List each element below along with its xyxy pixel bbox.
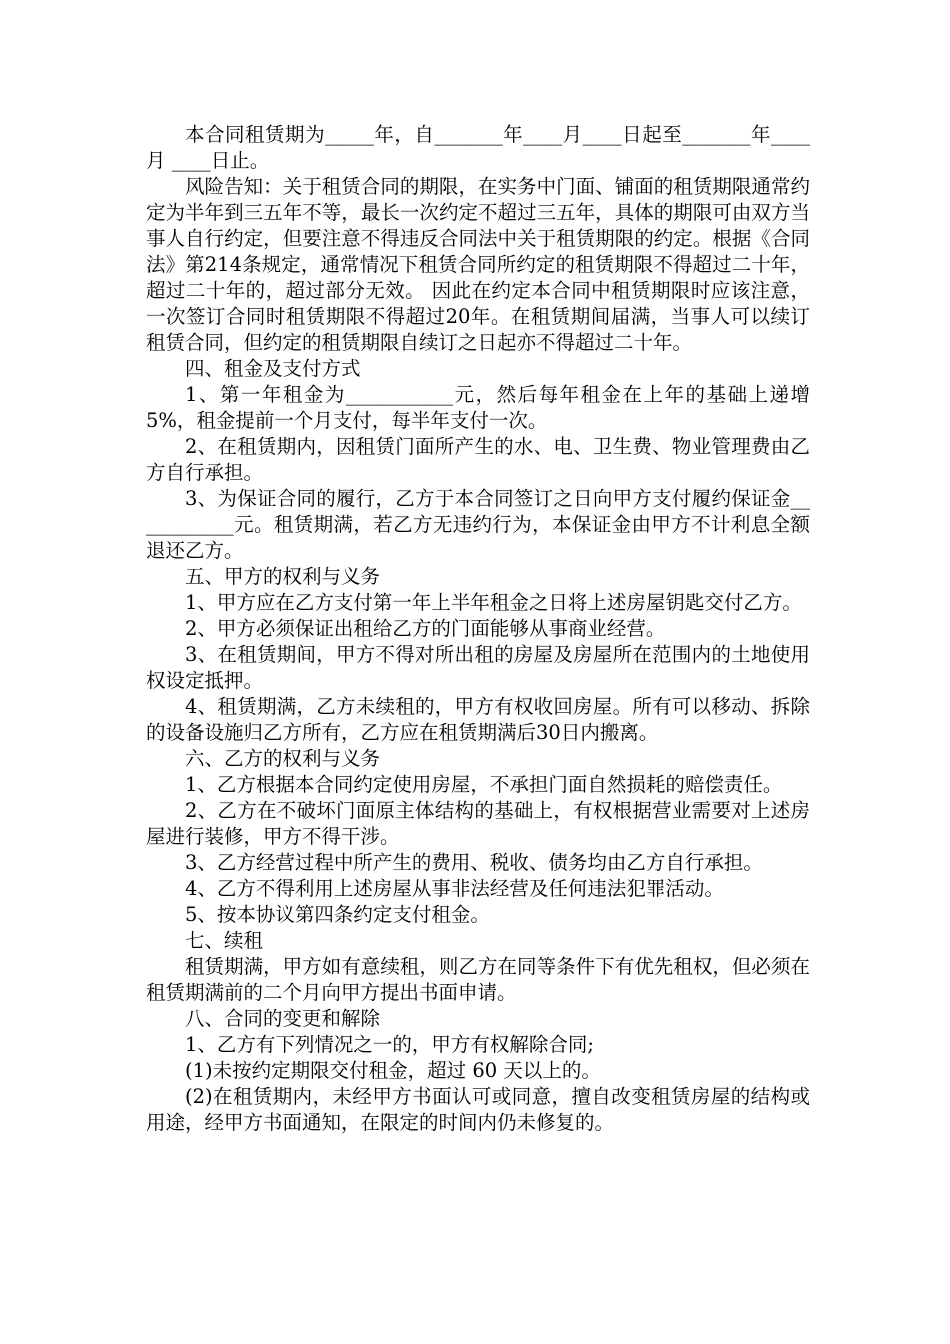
section-heading-party-a: 五、甲方的权利与义务 xyxy=(185,565,381,588)
section-heading-renewal: 七、续租 xyxy=(185,929,264,952)
termination-item-2: (2)在租赁期内，未经甲方书面认可或同意，擅自改变租赁房屋的结构或用途，经甲方书面通知，在限定的时间内仍未修复的。 xyxy=(146,1085,810,1134)
party-a-clause-2: 2、甲方必须保证出租给乙方的门面能够从事商业经营。 xyxy=(185,617,666,640)
rent-clause-1: 1、第一年租金为___________元，然后每年租金在上年的基础上递增5%，租金提前一个月支付，每半年支付一次。 xyxy=(146,383,810,432)
party-a-clause-3: 3、在租赁期间，甲方不得对所出租的房屋及房屋所在范围内的土地使用权设定抵押。 xyxy=(146,643,810,692)
termination-clause-1: 1、乙方有下列情况之一的，甲方有权解除合同; xyxy=(185,1033,594,1056)
document-page xyxy=(146,122,810,1136)
party-b-clause-2: 2、乙方在不破坏门面原主体结构的基础上，有权根据营业需要对上述房屋进行装修，甲方不得干涉。 xyxy=(146,799,810,848)
rent-clause-2: 2、在租赁期内，因租赁门面所产生的水、电、卫生费、物业管理费由乙方自行承担。 xyxy=(146,435,810,484)
rent-clause-3: 3、为保证合同的履行，乙方于本合同签订之日向甲方支付履约保证金___________元。租赁期满，若乙方无违约行为，本保证金由甲方不计利息全额退还乙方。 xyxy=(146,487,810,562)
party-b-clause-5: 5、按本协议第四条约定支付租金。 xyxy=(185,903,490,926)
party-a-clause-4: 4、租赁期满，乙方未续租的，甲方有权收回房屋。所有可以移动、拆除的设备设施归乙方所有，乙方应在租赁期满后30日内搬离。 xyxy=(146,695,810,744)
lease-term-paragraph: 本合同租赁期为_____年，自_______年____月____日起至_______年____月 ____日止。 xyxy=(146,123,810,172)
termination-item-1: (1)未按约定期限交付租金，超过 60 天以上的。 xyxy=(185,1059,601,1082)
section-heading-party-b: 六、乙方的权利与义务 xyxy=(185,747,381,770)
party-b-clause-4: 4、乙方不得利用上述房屋从事非法经营及任何违法犯罪活动。 xyxy=(185,877,724,900)
renewal-clause: 租赁期满，甲方如有意续租，则乙方在同等条件下有优先租权，但必须在租赁期满前的二个月向甲方提出书面申请。 xyxy=(146,955,810,1004)
party-a-clause-1: 1、甲方应在乙方支付第一年上半年租金之日将上述房屋钥匙交付乙方。 xyxy=(185,591,802,614)
party-b-clause-3: 3、乙方经营过程中所产生的费用、税收、债务均由乙方自行承担。 xyxy=(185,851,763,874)
risk-notice-paragraph: 风险告知：关于租赁合同的期限，在实务中门面、铺面的租赁期限通常约定为半年到三五年不等，最长一次约定不超过三五年，具体的期限可由双方当事人自行约定，但要注意不得违反合同法中关于租赁期限的约定。根据《合同法》第214条规定，通常情况下租赁合同所约定的租赁期限不得超过二十年，超过二十年的，超过部分无效。 因此在约定本合同中租赁期限时应该注意，一次签订合同时租赁期限不得超过20年。在租赁期间届满，当事人可以续订租赁合同，但约定的租赁期限自续订之日起亦不得超过二十年。 xyxy=(146,175,810,354)
section-heading-rent: 四、租金及支付方式 xyxy=(185,357,361,380)
section-heading-termination: 八、合同的变更和解除 xyxy=(185,1007,381,1030)
party-b-clause-1: 1、乙方根据本合同约定使用房屋，不承担门面自然损耗的赔偿责任。 xyxy=(185,773,783,796)
